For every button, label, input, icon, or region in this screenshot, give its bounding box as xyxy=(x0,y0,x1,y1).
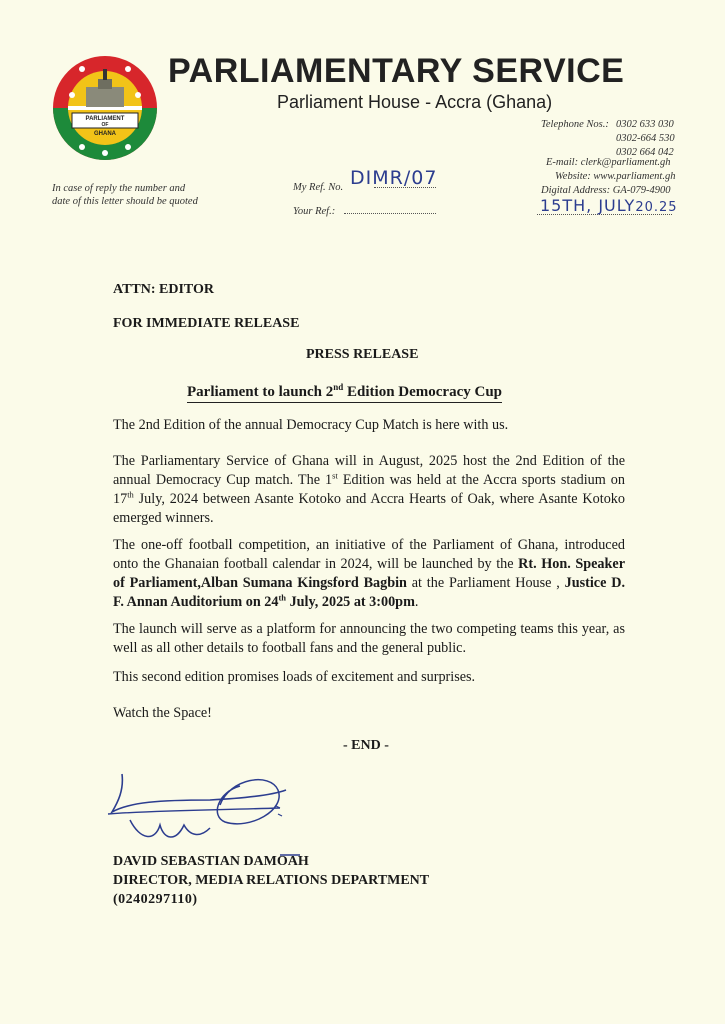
your-ref-label: Your Ref.: xyxy=(293,206,336,217)
paragraph-watch: Watch the Space! xyxy=(113,705,212,721)
paragraph-history xyxy=(113,452,625,528)
your-ref-dotted-line xyxy=(344,213,436,214)
ordinal-suffix: th xyxy=(127,489,134,500)
paragraph-text: The one-off football competition, an initiative of the Parliament of Ghana, introduced onto the Ghanaian football calendar in 2024, will be launched by the xyxy=(113,537,625,572)
telephone-numbers xyxy=(616,118,675,160)
paragraph-launch-details xyxy=(113,536,625,612)
headline xyxy=(187,382,502,403)
website-address: Website: www.parliament.gh xyxy=(555,171,676,182)
venue-date: Justice D. F. Annan Auditorium on 24 xyxy=(113,575,625,610)
telephone-number: 0302 633 030 xyxy=(616,119,674,130)
paragraph-promise: This second edition promises loads of excitement and surprises. xyxy=(113,669,476,685)
ordinal-suffix: st xyxy=(332,470,338,481)
ordinal-suffix: th xyxy=(278,592,287,603)
paragraph-intro: The 2nd Edition of the annual Democracy Cup Match is here with us. xyxy=(113,417,509,433)
handwritten-signature xyxy=(100,770,300,860)
parliament-seal-logo xyxy=(52,55,158,161)
my-ref-handwritten: DIMR/07 xyxy=(350,167,438,189)
headline-text: Parliament to launch 2 xyxy=(187,384,334,400)
svg-text:PARLIAMENT: PARLIAMENT xyxy=(85,116,125,122)
event-time: July, 2025 at 3:00pm xyxy=(286,594,415,610)
press-release-heading: PRESS RELEASE xyxy=(306,347,419,362)
digital-address: Digital Address: GA-079-4900 xyxy=(541,185,671,196)
paragraph-text: The Parliamentary Service of Ghana will in August, 2025 host the 2nd Edition of the annual Democracy Cup match. The 1 xyxy=(113,453,625,488)
email-address: E-mail: clerk@parliament.gh xyxy=(546,157,671,168)
date-year: 20.25 xyxy=(635,200,678,215)
reply-note: In case of reply the number and date of this letter should be quoted xyxy=(52,183,198,207)
org-name: PARLIAMENTARY SERVICE xyxy=(168,52,625,90)
headline-ordinal: nd xyxy=(333,382,344,392)
org-address: Parliament House - Accra (Ghana) xyxy=(277,92,553,112)
telephone-number: 0302 664 042 xyxy=(616,147,674,158)
paragraph-text: at the Parliament House , xyxy=(406,575,565,591)
svg-text:GHANA: GHANA xyxy=(94,131,116,137)
svg-text:OF: OF xyxy=(101,122,109,128)
speaker-name: Rt. Hon. Speaker of Parliament,Alban Sumana Kingsford Bagbin xyxy=(113,556,625,591)
telephone-label: Telephone Nos.: xyxy=(541,119,609,130)
headline-text-end: Edition Democracy Cup xyxy=(343,384,503,400)
telephone-number: 0302-664 530 xyxy=(616,133,675,144)
attn-line: ATTN: EDITOR xyxy=(113,282,215,297)
signatory-title: DIRECTOR, MEDIA RELATIONS DEPARTMENT xyxy=(113,873,430,888)
signatory-name: DAVID SEBASTIAN DAMOAH xyxy=(113,854,309,869)
signatory-phone: (0240297110) xyxy=(113,892,198,907)
date-handwritten xyxy=(540,196,678,215)
date-day-month: 15TH, JULY xyxy=(540,196,636,215)
end-marker: - END - xyxy=(343,738,389,753)
immediate-release-line: FOR IMMEDIATE RELEASE xyxy=(113,316,300,331)
paragraph-text: July, 2024 between Asante Kotoko and Accra Hearts of Oak, where Asante Kotoko emerged winners. xyxy=(113,491,625,526)
paragraph-text: Edition was held at the Accra sports stadium on 17 xyxy=(113,472,625,507)
paragraph-text: . xyxy=(414,594,419,610)
my-ref-label: My Ref. No. xyxy=(293,182,344,193)
paragraph-platform: The launch will serve as a platform for announcing the two competing teams this year, as well as all other details to football fans and the general public. xyxy=(113,621,625,656)
